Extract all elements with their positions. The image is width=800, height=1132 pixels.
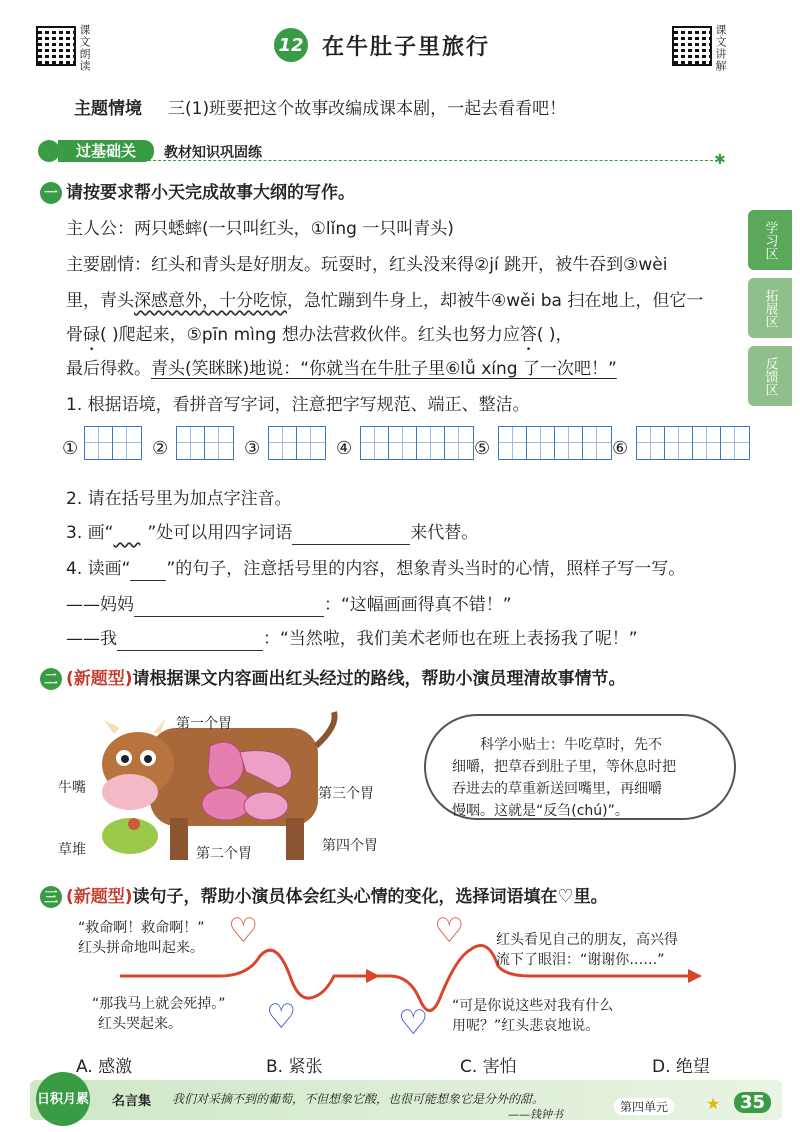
q1-example-2-blank[interactable] (117, 628, 263, 651)
footer-badge: 日积月累 (36, 1072, 90, 1126)
theme-label-text: 主题情境 (74, 99, 142, 119)
question-3-header (66, 886, 608, 908)
q1-line-4-a: 骨 (66, 325, 83, 345)
answer-heart-1[interactable]: ♡ (228, 911, 259, 951)
tab-extend[interactable]: 拓展区 (748, 278, 792, 338)
quote-4-line-1: 红头看见自己的朋友，高兴得 (496, 932, 678, 948)
star-icon: ✱ (714, 152, 726, 168)
quote-4-line-2: 流下了眼泪：“谢谢你……” (496, 952, 665, 968)
q1-line-3-b: ，急忙蹦到牛身上，却被牛④wěi ba 扫在地上，但它一 (287, 291, 704, 311)
q1-sub-2: 2. 请在括号里为加点字注音。 (66, 489, 292, 509)
quote-3-line-2: 用呢？”红头悲哀地说。 (452, 1018, 600, 1034)
arrow-icon (366, 969, 380, 983)
lesson-number: 12 (274, 28, 308, 62)
label-stomach-3: 第三个胃 (318, 786, 374, 802)
q1-line-1: 主人公：两只蟋蟀(一只叫红头，①lǐng 一只叫青头) (66, 219, 454, 239)
q1-line-2: 主要剧情：红头和青头是好朋友。玩耍时，红头没来得②jí 跳开，被牛吞到③wèi (66, 255, 668, 275)
stomach-1 (208, 742, 243, 787)
grid-label-5: ⑤ (474, 438, 491, 459)
writing-grid-2[interactable] (176, 426, 234, 460)
q1-sub-3-b: ”处可以用四字词语 (147, 523, 293, 543)
q1-sub-3-c: 来代替。 (410, 523, 479, 543)
writing-grid-1[interactable] (84, 426, 142, 460)
q1-dotted-char-2: 答 (519, 325, 537, 345)
q1-sub-4-a: 4. 读画“ (66, 559, 131, 579)
tip-line-2: 细嚼，把草吞到肚子里，等休息时把 (452, 759, 676, 775)
quote-1-line-2: 红头拼命地叫起来。 (78, 940, 204, 956)
option-b[interactable]: B. 紧张 (266, 1057, 323, 1077)
quote-3-line-1: “可是你说这些对我有什么 (452, 998, 614, 1014)
option-c[interactable]: C. 害怕 (460, 1057, 517, 1077)
q1-sub-1: 1. 根据语境，看拼音写字词，注意把字写规范、端正、整洁。 (66, 395, 530, 415)
label-stomach-2: 第二个胃 (196, 846, 252, 862)
cricket (128, 818, 140, 830)
quote-2-line-1: “那我马上就会死掉。” (92, 996, 226, 1012)
grid-label-1: ① (62, 438, 79, 459)
star-badge-icon: ★ (706, 1094, 721, 1113)
answer-heart-3[interactable]: ♡ (398, 1003, 429, 1043)
qr-code-left[interactable] (36, 26, 76, 66)
q1-underlined-sentence: 青头(笑眯眯)地说：“你就当在牛肚子里⑥lǚ xíng 了一次吧！” (151, 359, 617, 379)
label-stomach-4: 第四个胃 (322, 838, 378, 854)
qr-code-right[interactable] (672, 26, 712, 66)
stomach-2 (202, 788, 250, 820)
page-title: 在牛肚子里旅行 (322, 35, 491, 60)
tab-feedback[interactable]: 反馈区 (748, 346, 792, 406)
straight-line-sample (130, 558, 166, 581)
q1-example-2-b: ：“当然啦，我们美术老师也在班上表扬我了呢！” (263, 629, 638, 649)
q1-line-5 (66, 358, 617, 380)
q1-sub-3-a: 3. 画“ (66, 523, 114, 543)
footer-label: 名言集 (112, 1094, 152, 1109)
theme-label (74, 98, 142, 120)
answer-heart-2[interactable]: ♡ (266, 997, 297, 1037)
q1-line-4 (66, 324, 573, 355)
question-3-prompt-b: 里。 (573, 887, 608, 907)
q1-line-4-c: ( )， (536, 325, 573, 345)
q1-sub-4 (66, 558, 685, 581)
q1-sub-3-blank[interactable] (292, 522, 410, 545)
q1-wavy-phrase: 深感意外，十分吃惊 (134, 291, 287, 311)
option-a[interactable]: A. 感激 (76, 1057, 133, 1077)
quote-2 (92, 994, 226, 1034)
cow-leg (286, 818, 304, 860)
cow-snout (102, 774, 158, 810)
q1-example-1-a: ——妈妈 (66, 595, 134, 615)
quote-2-line-2: 红头哭起来。 (98, 1016, 182, 1032)
section-icon (38, 140, 60, 162)
question-2-header (66, 668, 626, 690)
wavy-line-sample (113, 522, 147, 544)
quote-3 (452, 996, 613, 1036)
label-mouth: 牛嘴 (58, 780, 86, 796)
cow-leg (170, 818, 188, 860)
tip-line-4: 慢咽。这就是“反刍(chú)”。 (452, 803, 629, 819)
tip-line-1: 科学小贴士：牛吃草时，先不 (480, 737, 662, 753)
grid-label-2: ② (152, 438, 169, 459)
section-badge: 过基础关 (58, 140, 154, 162)
footer-quote: 我们对采摘不到的葡萄，不但想象它酸，也很可能想象它是分外的甜。 (172, 1092, 545, 1106)
writing-grid-row (62, 426, 742, 470)
section-header (38, 140, 726, 168)
science-tip-cloud (424, 714, 736, 820)
question-2-prompt: 请根据课文内容画出红头经过的路线，帮助小演员理清故事情节。 (132, 669, 626, 689)
q1-line-3-a: 里，青头 (66, 291, 134, 311)
writing-grid-4[interactable] (360, 426, 474, 460)
stomach-4 (244, 792, 288, 820)
writing-grid-5[interactable] (498, 426, 612, 460)
quote-4 (496, 930, 678, 970)
quote-1 (78, 918, 205, 958)
q1-example-1 (66, 594, 512, 617)
q1-example-2 (66, 628, 638, 651)
writing-grid-3[interactable] (268, 426, 326, 460)
q1-example-1-blank[interactable] (134, 594, 324, 617)
qr-label-left: 课文朗读 (78, 24, 91, 72)
label-hay: 草堆 (58, 842, 86, 858)
page-number: 35 (734, 1092, 771, 1113)
option-d[interactable]: D. 绝望 (652, 1057, 710, 1077)
quote-1-line-1: “救命啊！救命啊！” (78, 920, 205, 936)
writing-grid-6[interactable] (636, 426, 750, 460)
grid-label-3: ③ (244, 438, 261, 459)
theme-text: 三(1)班要把这个故事改编成课本剧，一起去看看吧！ (168, 99, 567, 119)
question-2-number: 二 (40, 668, 62, 690)
question-2-tag: (新题型) (66, 669, 133, 689)
question-1-prompt: 请按要求帮小天完成故事大纲的写作。 (66, 183, 355, 203)
question-3-prompt-a: 读句子，帮助小演员体会红头心情的变化，选择词语填在 (132, 887, 558, 907)
qr-label-right: 课文讲解 (714, 24, 727, 72)
answer-heart-4[interactable]: ♡ (434, 911, 465, 951)
section-divider (138, 160, 718, 161)
q1-dotted-char-1: 碌 (83, 325, 100, 345)
q1-example-1-b: ：“这幅画画得真不错！” (324, 595, 512, 615)
q1-sub-3 (66, 522, 478, 545)
heart-outline-icon: ♡ (557, 886, 574, 907)
footer-author: ——钱钟书 (508, 1108, 563, 1121)
q1-sub-4-b: ”的句子，注意括号里的内容，想象青头当时的心情，照样子写一写。 (166, 559, 686, 579)
question-3-number: 三 (40, 886, 62, 908)
tip-line-3: 吞进去的草重新送回嘴里，再细嚼 (452, 781, 662, 797)
grid-label-4: ④ (336, 438, 353, 459)
cow-horn (104, 720, 120, 734)
q1-example-2-a: ——我 (66, 629, 117, 649)
q1-line-3 (66, 290, 703, 312)
section-subtitle: 教材知识巩固练 (164, 145, 262, 161)
tab-study[interactable]: 学习区 (748, 210, 792, 270)
arrow-icon (688, 969, 702, 983)
question-1-number: 一 (40, 182, 62, 204)
grid-label-6: ⑥ (612, 438, 629, 459)
q1-line-5-a: 最后得救。 (66, 359, 151, 379)
question-3-tag: (新题型) (66, 887, 133, 907)
q1-line-4-b: ( )爬起来，⑤pīn mìng 想办法营救伙伴。红头也努力应 (100, 325, 520, 345)
footer-unit: 第四单元 (614, 1098, 674, 1115)
label-stomach-1: 第一个胃 (176, 716, 232, 732)
cow-tail (316, 712, 335, 746)
